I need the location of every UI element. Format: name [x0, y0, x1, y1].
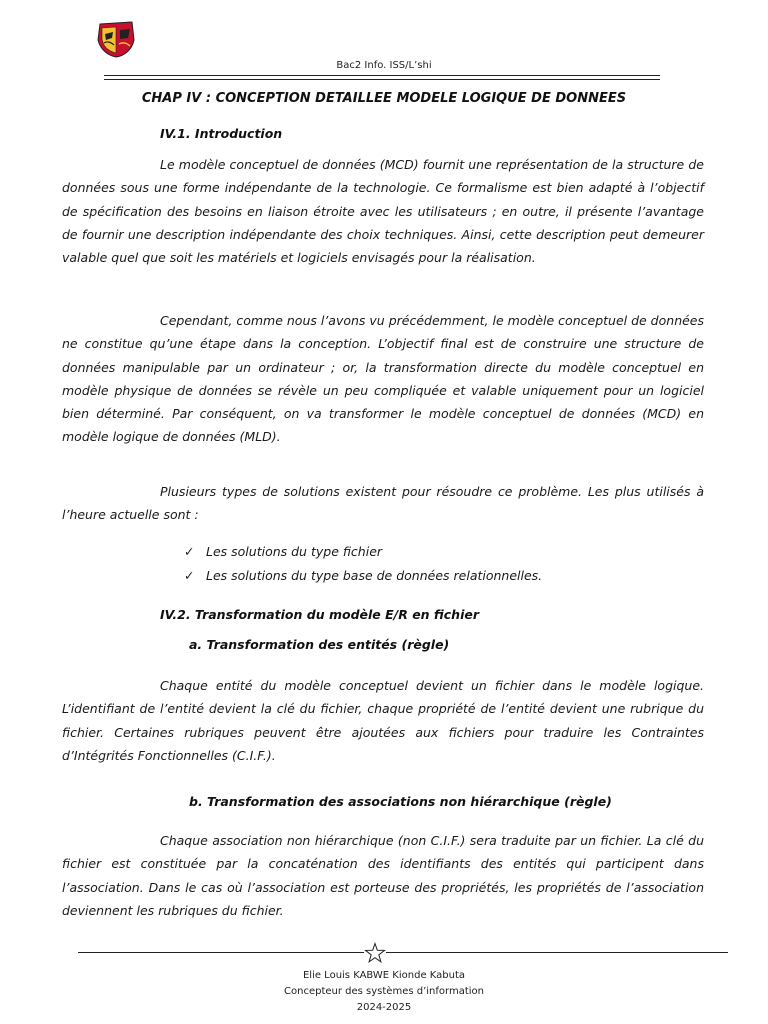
subsection-heading-entities: a. Transformation des entités (règle) [189, 637, 450, 652]
paragraph-intro-3: Plusieurs types de solutions existent pour résoudre ce problème. Les plus utilisés à l’heure actuelle sont : [62, 484, 704, 523]
header-divider-secondary [104, 79, 660, 80]
footer-author: Elie Louis KABWE Kionde Kabuta [302, 970, 466, 981]
star-icon [364, 942, 386, 964]
university-crest-icon [94, 20, 138, 58]
chapter-title: CHAP IV : CONCEPTION DETAILLEE MODELE LOGIQUE DE DONNEES [141, 91, 627, 106]
footer-role: Concepteur des systèmes d’information [284, 986, 484, 997]
paragraph-intro-1: Le modèle conceptuel de données (MCD) fournit une représentation de la structure de données sous une forme indépendante de la technologie. Ce formalisme est bien adapté à l’objectif de spécification des besoins en liaison étroite avec les utilisateurs ; en outre, il présente l’avantage de fournir une description indépendante des choix techniques. Ainsi, cette description peut demeurer valable quel que soit les matériels et logiciels envisagés pour la réalisation. [62, 157, 704, 266]
section-heading-introduction: IV.1. Introduction [160, 126, 283, 141]
section-heading-transformation: IV.2. Transformation du modèle E/R en fichier [160, 607, 480, 622]
list-item [184, 544, 382, 559]
list-item-text: Les solutions du type fichier [206, 544, 383, 559]
paragraph-associations: Chaque association non hiérarchique (non C.I.F.) sera traduite par un fichier. La clé du fichier est constituée par la concaténation des identifiants des entités qui participent dans l’association. Dans le cas où l’association est porteuse des propriétés, les propriétés de l’association deviennent les rubriques du fichier. [62, 833, 704, 918]
footer-year: 2024-2025 [356, 1002, 412, 1013]
subsection-heading-associations: b. Transformation des associations non hiérarchique (règle) [189, 794, 612, 809]
list-item [184, 568, 542, 583]
check-icon: ✓ [184, 544, 195, 559]
check-icon: ✓ [184, 568, 195, 583]
header-divider [104, 75, 660, 76]
page-header: Bac2 Info. ISS/L’shi [336, 60, 432, 71]
footer-divider [78, 952, 728, 953]
list-item-text: Les solutions du type base de données relationnelles. [206, 568, 543, 583]
paragraph-intro-2: Cependant, comme nous l’avons vu précédemment, le modèle conceptuel de données ne constitue qu’une étape dans la conception. L’objectif final est de construire une structure de données manipulable par un ordinateur ; or, la transformation directe du modèle conceptuel en modèle physique de données se révèle un peu compliquée et valable uniquement pour un logiciel bien déterminé. Par conséquent, on va transformer le modèle conceptuel de données (MCD) en modèle logique de données (MLD). [62, 313, 705, 445]
paragraph-entities: Chaque entité du modèle conceptuel devient un fichier dans le modèle logique. L’identifiant de l’entité devient la clé du fichier, chaque propriété de l’entité devient une rubrique du fichier. Certaines rubriques peuvent être ajoutées aux fichiers pour traduire les Contraintes d’Intégrités Fonctionnelles (C.I.F.). [62, 678, 704, 763]
